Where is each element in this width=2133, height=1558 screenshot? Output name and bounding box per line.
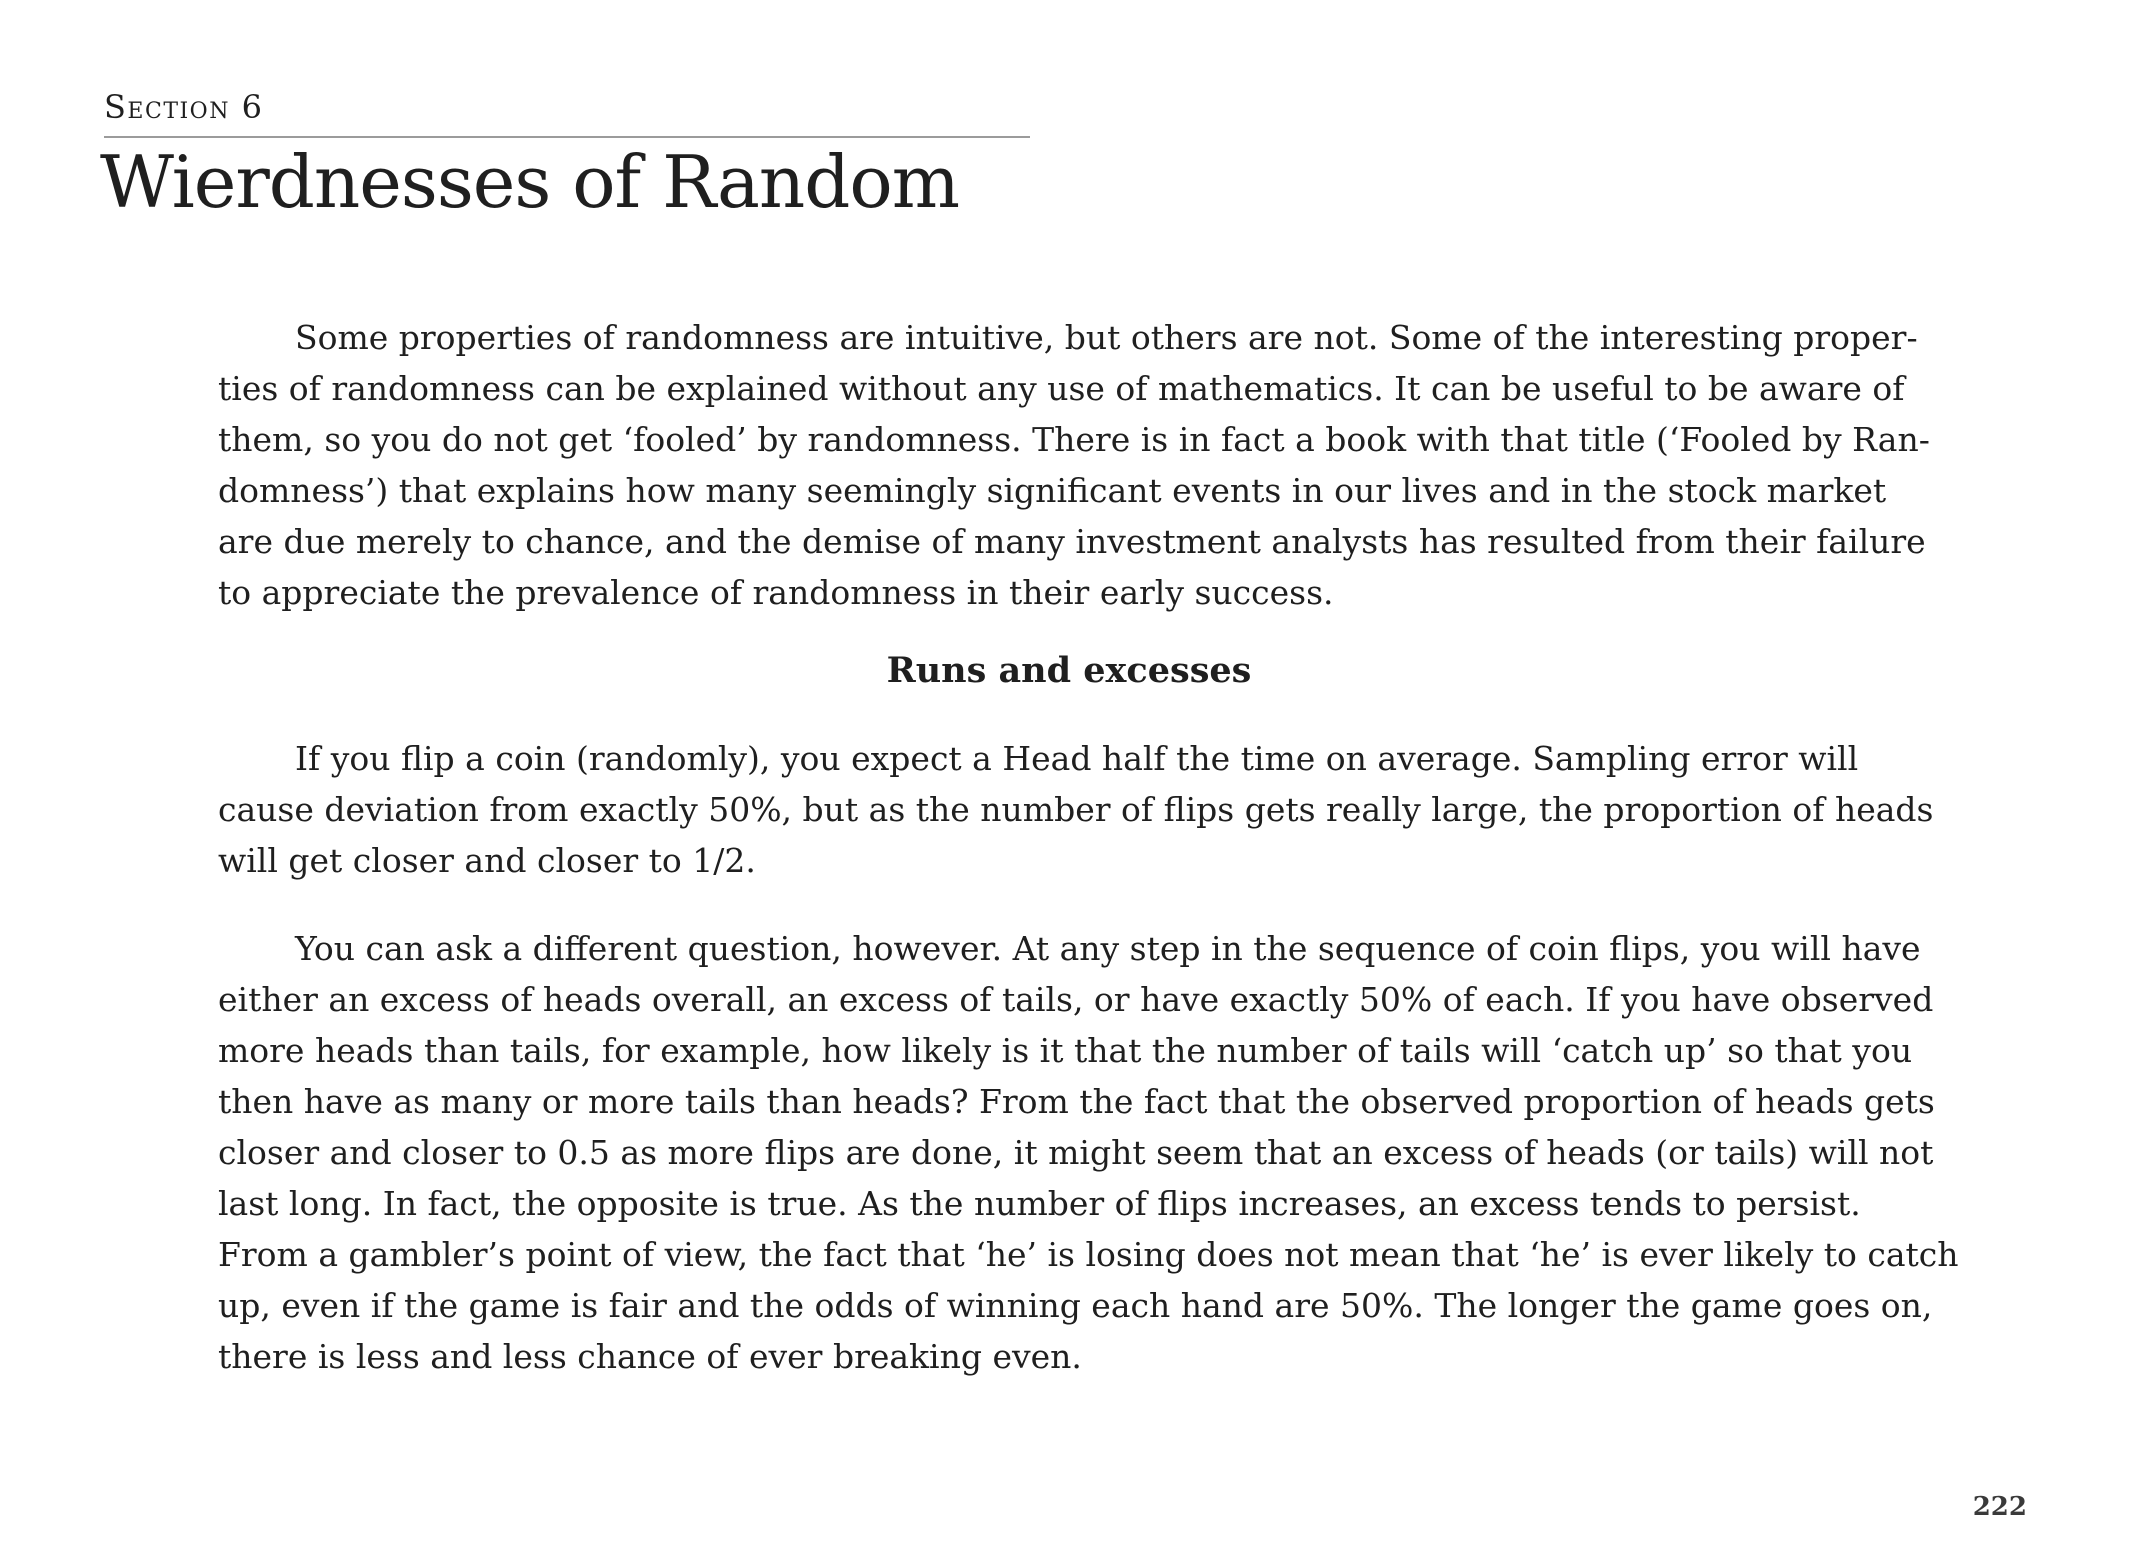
text-line: are due merely to chance, and the demise of many investment analysts has resulted from their failure <box>218 522 1926 561</box>
paragraph-intro-randomness <box>218 312 1930 618</box>
text-line: Some properties of randomness are intuitive, but others are not. Some of the interesting proper- <box>295 318 1918 357</box>
subsection-heading: Runs and excesses <box>886 650 1252 691</box>
text-line: more heads than tails, for example, how likely is it that the number of tails will ‘catch up’ so that you <box>218 1031 1913 1070</box>
page-number: 222 <box>1972 1492 2027 1522</box>
text-line: then have as many or more tails than heads? From the fact that the observed proportion of heads gets <box>218 1082 1935 1121</box>
text-line: last long. In fact, the opposite is true. As the number of flips increases, an excess tends to persist. <box>218 1184 1861 1223</box>
body-text <box>218 312 1959 1382</box>
text-line: up, even if the game is fair and the odds of winning each hand are 50%. The longer the game goes on, <box>218 1286 1933 1325</box>
text-line: there is less and less chance of ever breaking even. <box>218 1337 1082 1376</box>
text-line: If you flip a coin (randomly), you expect a Head half the time on average. Sampling error will <box>295 739 1859 778</box>
section-divider-line <box>104 136 1030 138</box>
paragraph-coin-flip <box>218 733 1934 886</box>
page-title: Wierdnesses of Random <box>100 140 959 224</box>
text-line: either an excess of heads overall, an excess of tails, or have exactly 50% of each. If you have observed <box>218 980 1934 1019</box>
text-line: cause deviation from exactly 50%, but as the number of flips gets really large, the proportion of heads <box>218 790 1934 829</box>
text-line: From a gambler’s point of view, the fact that ‘he’ is losing does not mean that ‘he’ is ever likely to catch <box>218 1235 1959 1274</box>
section-label: Section 6 <box>104 88 264 126</box>
text-line: ties of randomness can be explained without any use of mathematics. It can be useful to be aware of <box>218 369 1905 408</box>
text-line: domness’) that explains how many seemingly significant events in our lives and in the stock market <box>218 471 1887 510</box>
paragraph-excess-persistence <box>218 923 1959 1382</box>
text-line: closer and closer to 0.5 as more flips are done, it might seem that an excess of heads (or tails) will not <box>218 1133 1934 1172</box>
text-line: You can ask a different question, however. At any step in the sequence of coin flips, you will have <box>295 929 1921 968</box>
text-line: to appreciate the prevalence of randomness in their early success. <box>218 573 1334 612</box>
text-line: will get closer and closer to 1/2. <box>218 841 756 880</box>
text-line: them, so you do not get ‘fooled’ by randomness. There is in fact a book with that title (‘Fooled by Ran- <box>218 420 1930 459</box>
